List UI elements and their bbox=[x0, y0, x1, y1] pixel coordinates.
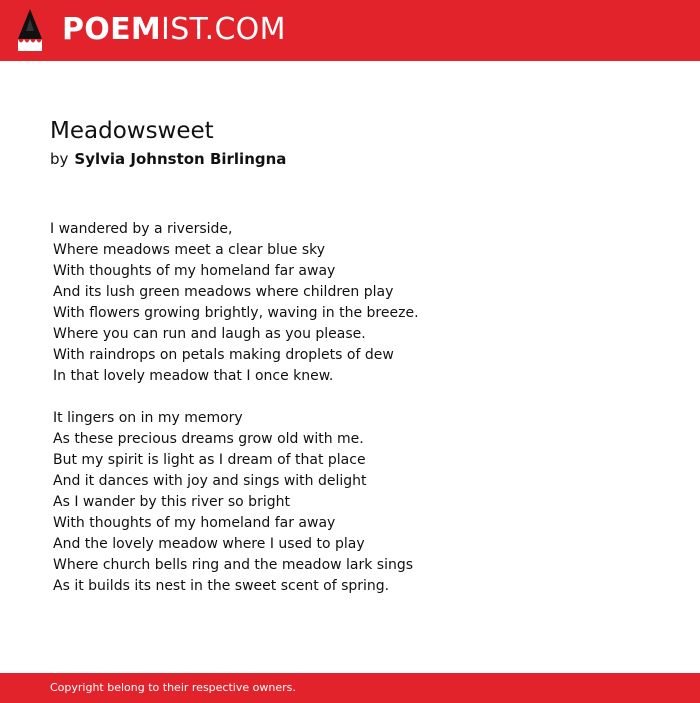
stanza bbox=[50, 408, 650, 597]
poem-line: In that lovely meadow that I once knew. bbox=[53, 368, 334, 384]
byline bbox=[50, 149, 286, 169]
by-label: by bbox=[50, 150, 69, 168]
poem-line: Where you can run and laugh as you please. bbox=[53, 326, 366, 342]
poem-line: It lingers on in my memory bbox=[53, 410, 243, 426]
poem-line: As these precious dreams grow old with me. bbox=[53, 431, 364, 447]
site-logo[interactable] bbox=[62, 12, 286, 48]
logo-text-bold: POEM bbox=[62, 12, 162, 47]
poem-line: As I wander by this river so bright bbox=[53, 494, 290, 510]
logo-text-light: IST.COM bbox=[161, 12, 286, 47]
poem-line: And the lovely meadow where I used to play bbox=[53, 536, 365, 552]
poem-title: Meadowsweet bbox=[50, 118, 214, 144]
author-name: Sylvia Johnston Birlingna bbox=[74, 150, 287, 168]
poem-line: Where meadows meet a clear blue sky bbox=[53, 242, 326, 258]
poem-line: With raindrops on petals making droplets of dew bbox=[53, 347, 394, 363]
poem-line: But my spirit is light as I dream of that place bbox=[53, 452, 366, 468]
poem-line: And its lush green meadows where children play bbox=[53, 284, 394, 300]
poem-line: Where church bells ring and the meadow lark sings bbox=[53, 557, 414, 573]
poem-line: With flowers growing brightly, waving in the breeze. bbox=[53, 305, 419, 321]
poem-line: As it builds its nest in the sweet scent of spring. bbox=[53, 578, 390, 594]
poem-line: With thoughts of my homeland far away bbox=[53, 515, 336, 531]
poem-line: With thoughts of my homeland far away bbox=[53, 263, 336, 279]
site-footer bbox=[0, 673, 700, 703]
pencil-tip-icon[interactable] bbox=[18, 9, 42, 51]
poem-body bbox=[50, 219, 650, 597]
poem-line: And it dances with joy and sings with delight bbox=[53, 473, 367, 489]
stanza bbox=[50, 219, 650, 387]
site-header bbox=[0, 0, 700, 61]
copyright-notice: Copyright belong to their respective owners. bbox=[50, 681, 296, 694]
poem-line: I wandered by a riverside, bbox=[50, 221, 233, 237]
